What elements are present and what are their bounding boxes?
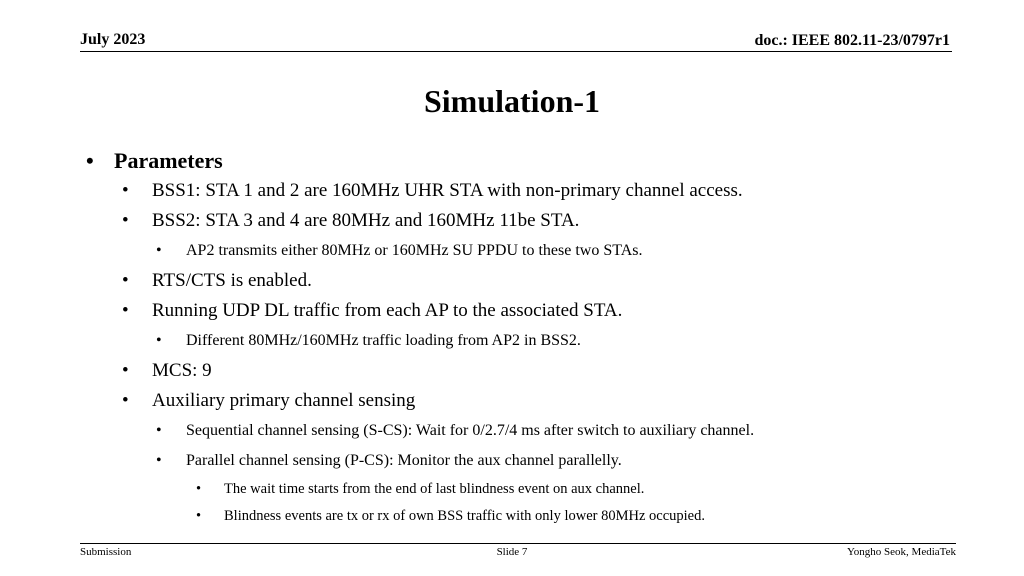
bullet-icon: • bbox=[122, 360, 129, 381]
bullet-wait-time bbox=[196, 476, 964, 503]
bullet-text: Sequential channel sensing (S-CS): Wait for 0/2.7/4 ms after switch to auxiliary channel. bbox=[186, 422, 755, 439]
bullet-icon: • bbox=[156, 242, 162, 259]
bullet-mcs bbox=[122, 356, 964, 386]
bullet-aux-sensing bbox=[122, 386, 964, 416]
bullet-udp-traffic bbox=[122, 296, 964, 326]
bullet-icon: • bbox=[122, 300, 129, 321]
bullet-text: BSS1: STA 1 and 2 are 160MHz UHR STA with non-primary channel access. bbox=[152, 180, 743, 201]
footer-submission: Submission bbox=[80, 546, 132, 558]
bullet-traffic-loading bbox=[156, 326, 964, 356]
bullet-text: The wait time starts from the end of last blindness event on aux channel. bbox=[224, 481, 645, 497]
bullet-text: Auxiliary primary channel sensing bbox=[152, 390, 416, 411]
bullet-ap2 bbox=[156, 236, 964, 266]
bullet-text: MCS: 9 bbox=[152, 360, 212, 381]
bullet-icon: • bbox=[122, 270, 129, 291]
bullet-icon: • bbox=[122, 210, 129, 231]
slide-content bbox=[84, 146, 964, 530]
bullet-bss1 bbox=[122, 176, 964, 206]
bullet-text: Blindness events are tx or rx of own BSS traffic with only lower 80MHz occupied. bbox=[224, 508, 705, 524]
bullet-icon: • bbox=[122, 390, 129, 411]
slide-title: Simulation-1 bbox=[423, 83, 601, 119]
bullet-rts-cts bbox=[122, 266, 964, 296]
header-date: July 2023 bbox=[80, 31, 146, 48]
bullet-icon: • bbox=[156, 452, 162, 469]
bullet-parallel-sensing bbox=[156, 446, 964, 476]
bullet-bss2 bbox=[122, 206, 964, 236]
footer-divider bbox=[80, 543, 956, 544]
bullet-text: Parameters bbox=[114, 148, 223, 173]
bullet-blindness-events bbox=[196, 503, 964, 530]
bullet-icon: • bbox=[196, 481, 202, 497]
bullet-text: BSS2: STA 3 and 4 are 80MHz and 160MHz 11be STA. bbox=[152, 210, 580, 231]
bullet-icon: • bbox=[196, 508, 202, 524]
bullet-text: Different 80MHz/160MHz traffic loading from AP2 in BSS2. bbox=[186, 332, 581, 349]
bullet-parameters bbox=[84, 146, 964, 176]
bullet-icon: • bbox=[122, 180, 129, 201]
bullet-text: RTS/CTS is enabled. bbox=[152, 270, 312, 291]
bullet-text: AP2 transmits either 80MHz or 160MHz SU PPDU to these two STAs. bbox=[186, 242, 643, 259]
bullet-icon: • bbox=[156, 422, 162, 439]
bullet-text: Parallel channel sensing (P-CS): Monitor the aux channel parallelly. bbox=[186, 452, 622, 469]
bullet-icon: • bbox=[156, 332, 162, 349]
footer-slide-number: Slide 7 bbox=[496, 546, 528, 558]
footer-author: Yongho Seok, MediaTek bbox=[846, 546, 956, 558]
header-doc-id: doc.: IEEE 802.11-23/0797r1 bbox=[754, 32, 950, 49]
header-divider bbox=[80, 51, 952, 52]
bullet-sequential-sensing bbox=[156, 416, 964, 446]
bullet-icon: • bbox=[86, 148, 94, 173]
bullet-text: Running UDP DL traffic from each AP to the associated STA. bbox=[152, 300, 623, 321]
